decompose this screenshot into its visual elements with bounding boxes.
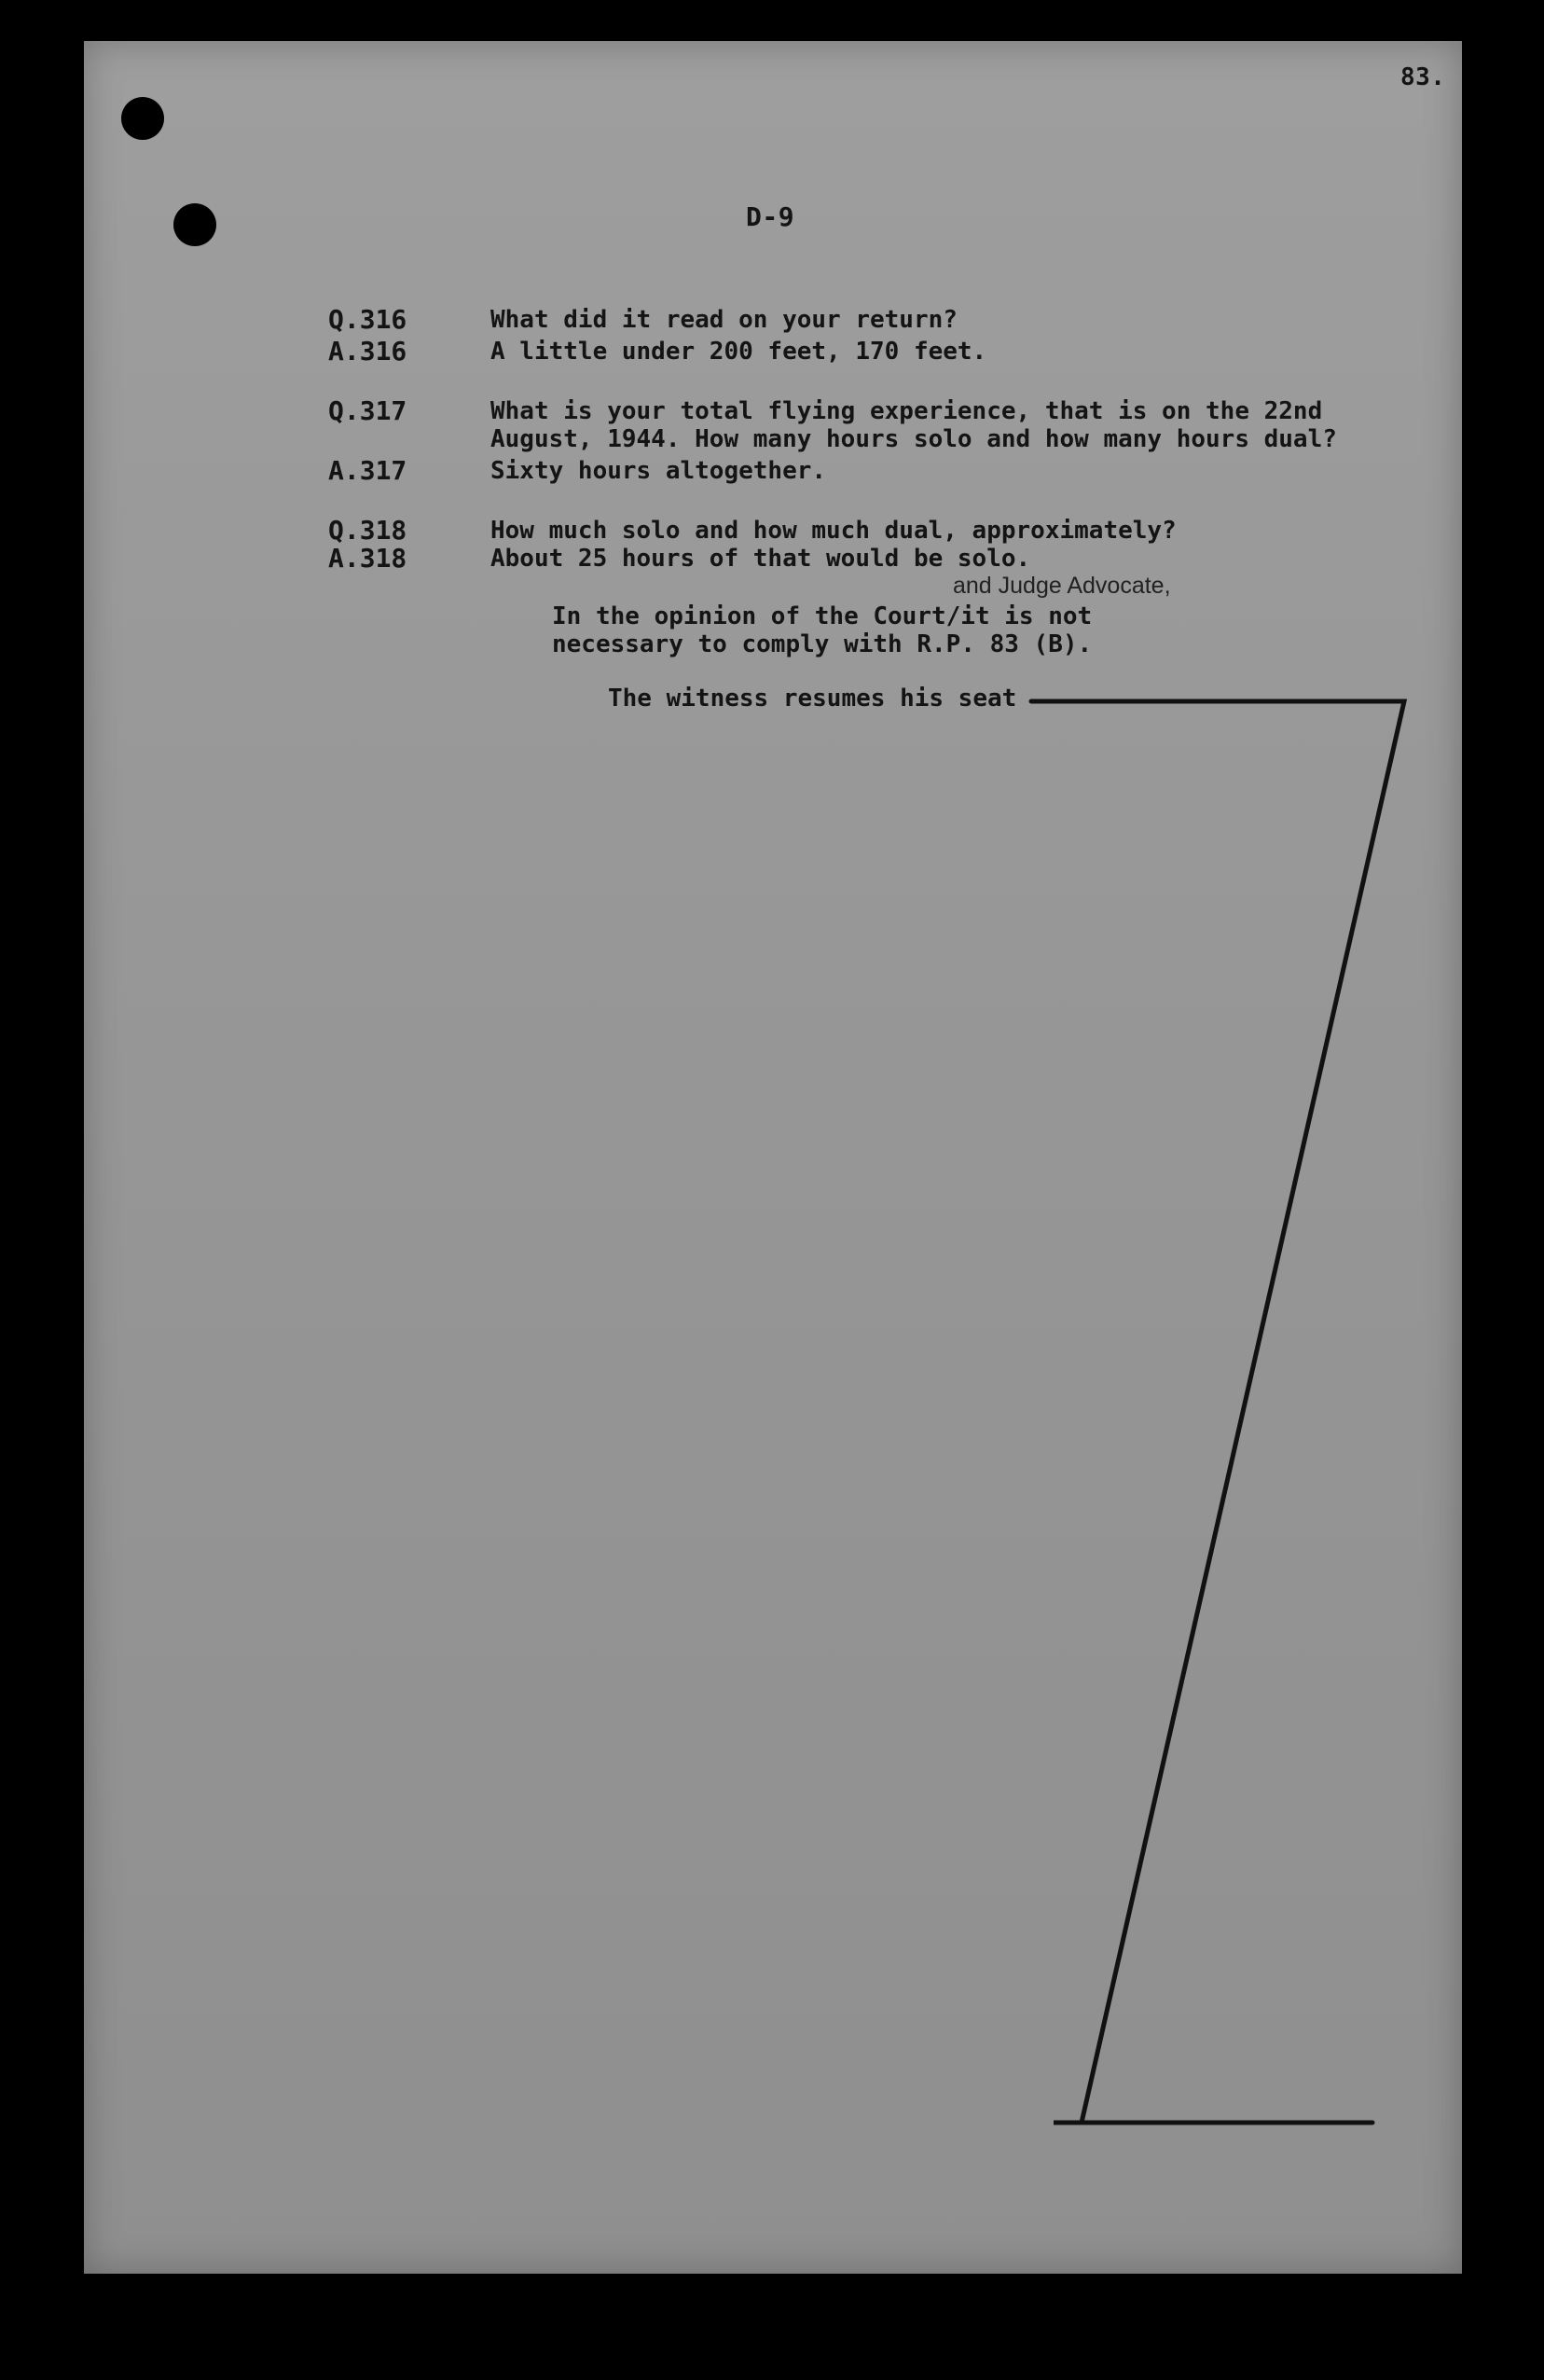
- page-number: 83.: [1400, 63, 1446, 91]
- question-number: Q.318: [328, 515, 407, 546]
- answer-text: About 25 hours of that would be solo.: [490, 545, 1031, 573]
- answer-text: A little under 200 feet, 170 feet.: [490, 338, 987, 366]
- answer-number: A.316: [328, 336, 407, 367]
- question-text: What did it read on your return?: [490, 306, 958, 334]
- question-text: August, 1944. How many hours solo and how many hours dual?: [490, 425, 1337, 453]
- question-text: How much solo and how much dual, approximately?: [490, 517, 1177, 545]
- answer-number: A.317: [328, 455, 407, 486]
- answer-text: Sixty hours altogether.: [490, 457, 827, 485]
- opinion-line: necessary to comply with R.P. 83 (B).: [552, 630, 1093, 658]
- opinion-line: In the opinion of the Court/it is not: [552, 602, 1093, 630]
- question-number: Q.317: [328, 395, 407, 426]
- handwritten-insertion: and Judge Advocate,: [953, 573, 1171, 599]
- question-text: What is your total flying experience, that is on the 22nd: [490, 397, 1323, 425]
- answer-number: A.318: [328, 543, 407, 574]
- document-reference: D-9: [746, 201, 795, 232]
- question-number: Q.316: [328, 304, 407, 335]
- witness-note: The witness resumes his seat: [608, 685, 1017, 713]
